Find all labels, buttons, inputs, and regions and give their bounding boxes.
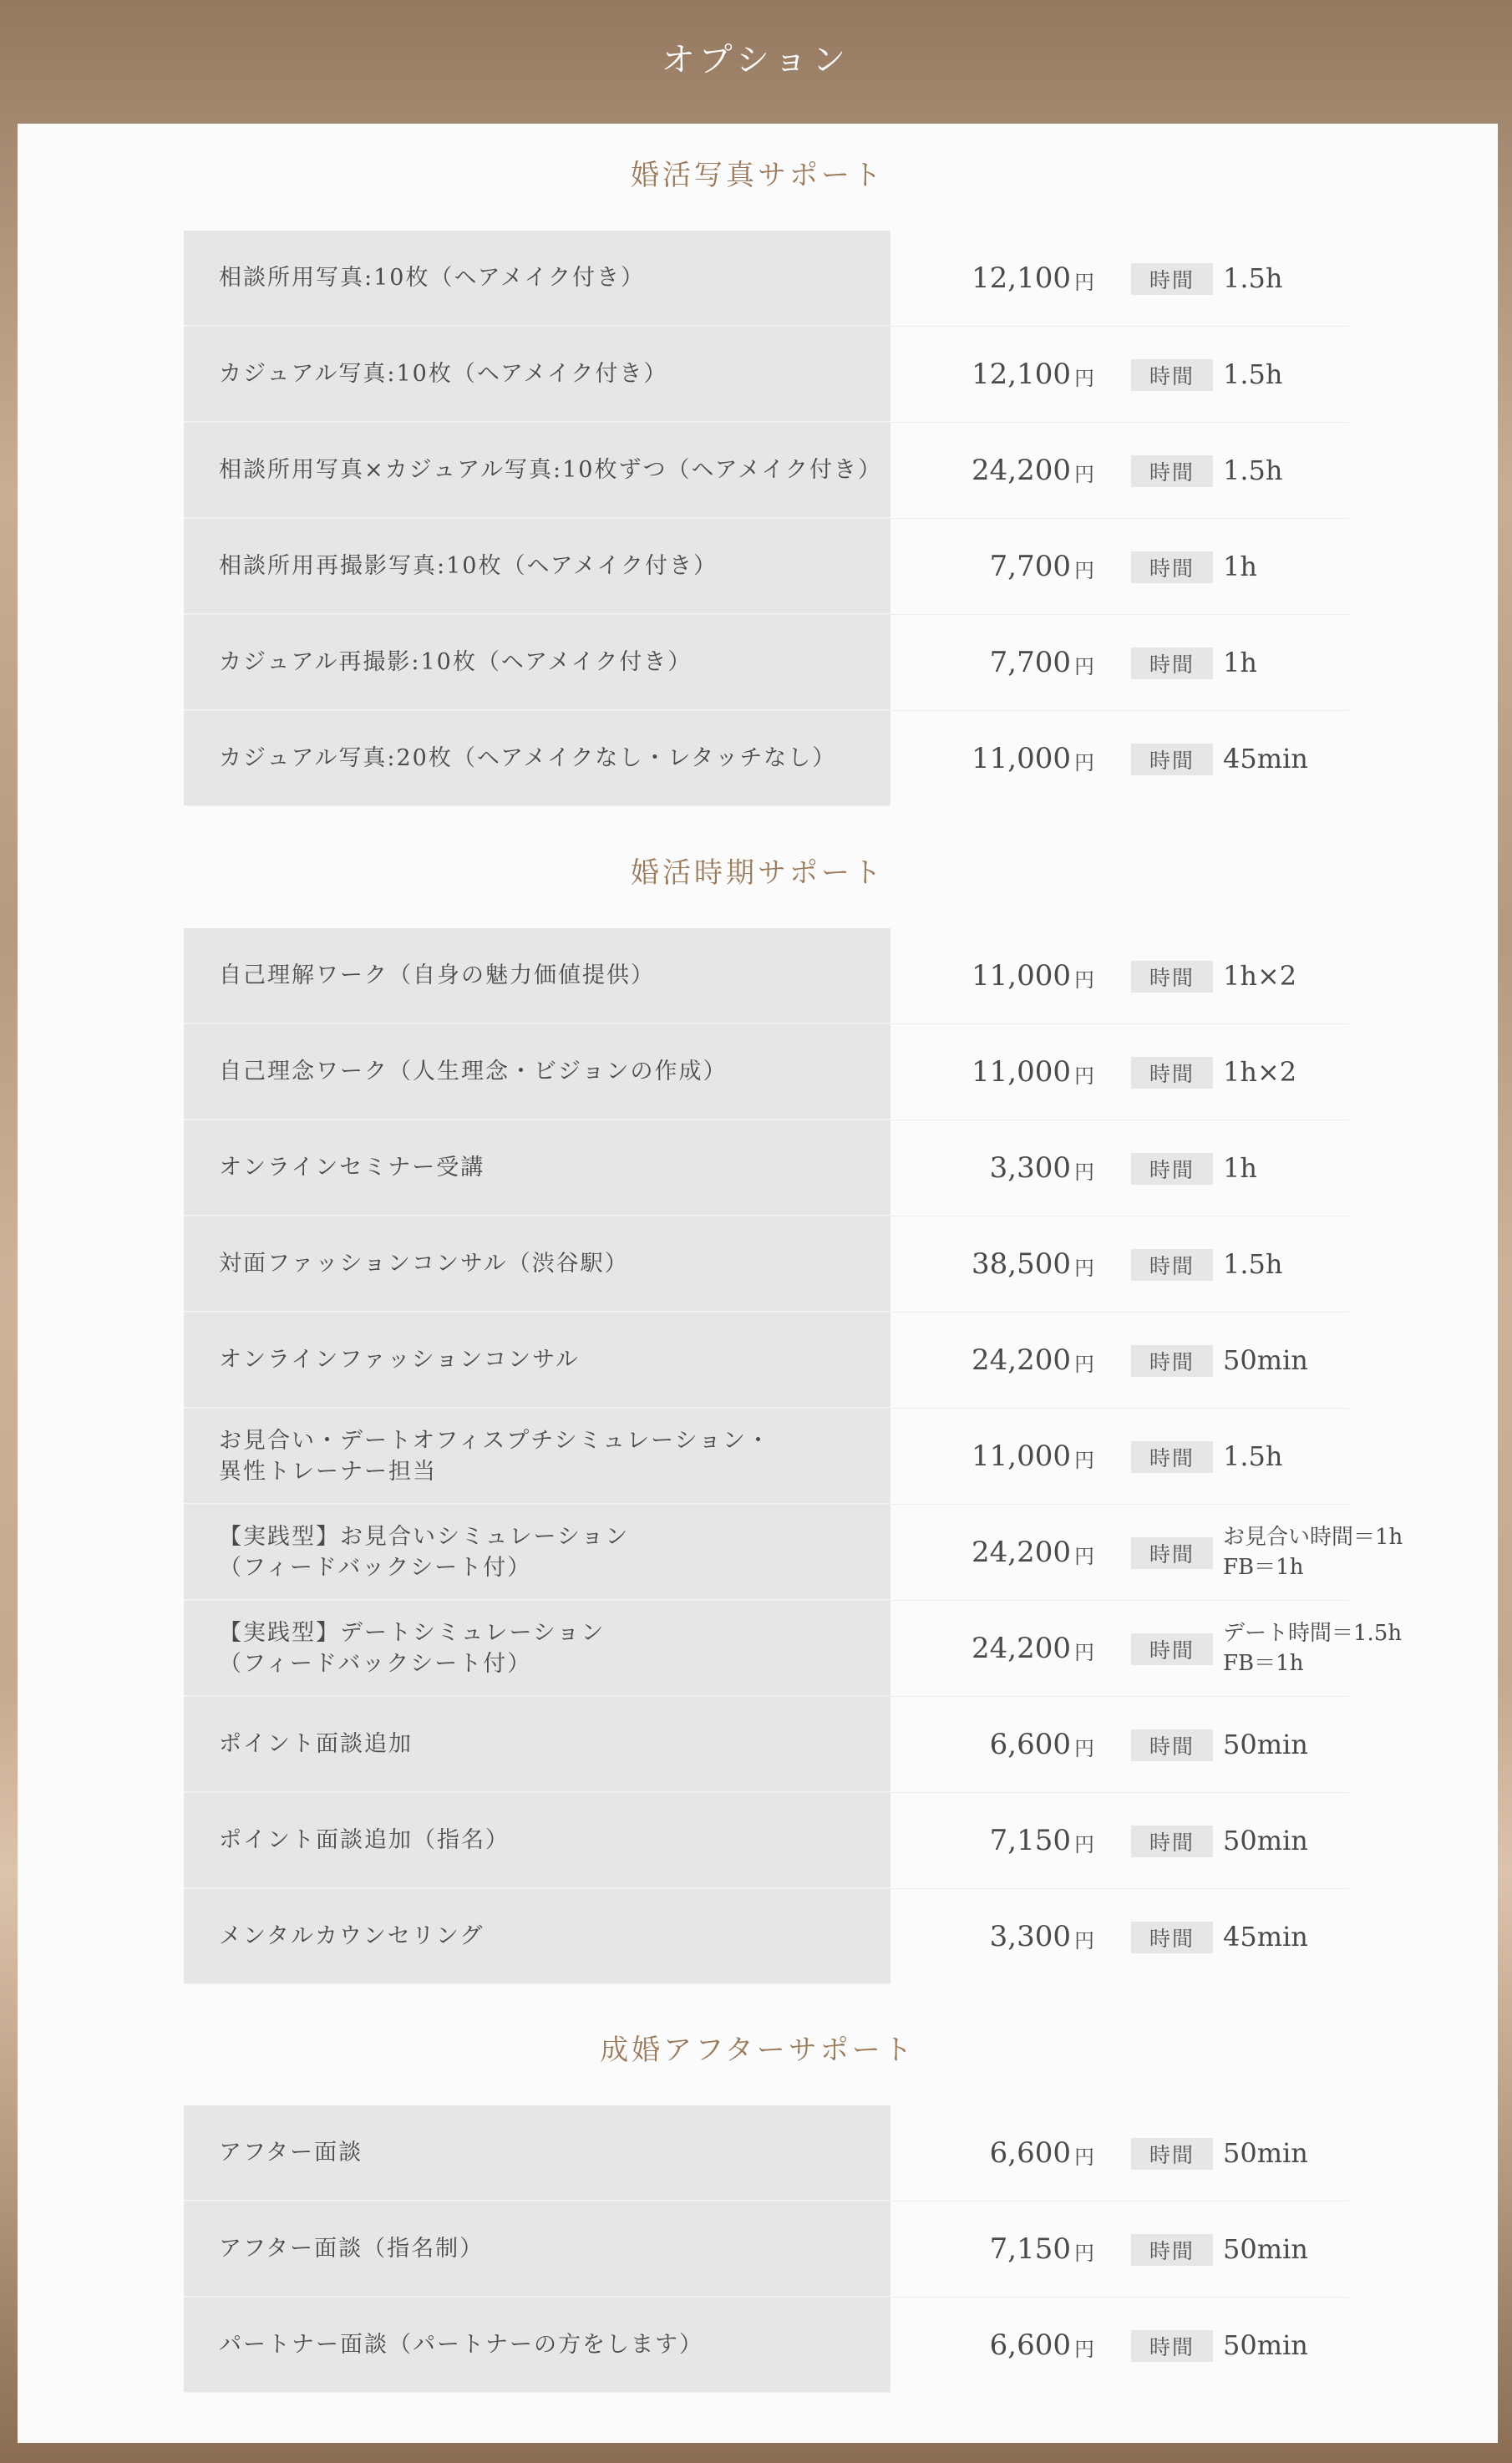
time-tag: 時間 [1131, 455, 1213, 487]
option-name: オンラインセミナー受講 [219, 1155, 485, 1181]
option-row [184, 327, 1348, 423]
price-value: 3,300 [989, 1920, 1071, 1953]
price-unit: 円 [1074, 1832, 1094, 1856]
option-price [890, 327, 1094, 422]
option-row [184, 1601, 1403, 1697]
price-unit: 円 [1074, 1640, 1094, 1664]
time-tag: 時間 [1131, 647, 1213, 679]
option-duration: 45min [1223, 743, 1308, 774]
option-row [184, 1793, 1348, 1889]
option-name: ポイント面談追加（指名） [219, 1827, 510, 1853]
price-value: 6,600 [989, 2328, 1071, 2362]
price-unit: 円 [1074, 1064, 1094, 1088]
option-duration: 50min [1223, 1825, 1308, 1856]
option-name-cell [184, 1793, 890, 1888]
option-price [890, 1505, 1094, 1600]
option-price [890, 1120, 1094, 1216]
page-title: オプション [661, 41, 851, 79]
option-row [184, 711, 1348, 806]
option-name: カジュアル写真:20枚（ヘアメイクなし・レタッチなし） [219, 745, 837, 771]
time-tag: 時間 [1131, 2234, 1213, 2266]
price-value: 7,700 [989, 550, 1071, 583]
option-name: オンラインファッションコンサル [219, 1347, 580, 1373]
option-price [890, 519, 1094, 614]
price-unit: 円 [1074, 1160, 1094, 1184]
option-price [890, 1024, 1094, 1120]
section-title-photo: 婚活写真サポート [631, 159, 885, 192]
option-name: メンタルカウンセリング [219, 1923, 485, 1949]
price-unit: 円 [1074, 1544, 1094, 1568]
option-price [890, 1216, 1094, 1312]
price-value: 11,000 [972, 1440, 1071, 1473]
option-name: 自己理念ワーク（人生理念・ビジョンの作成） [219, 1059, 728, 1084]
options-table-activity [184, 928, 1403, 1984]
option-duration: 50min [1223, 2329, 1308, 2361]
option-name-cell [184, 615, 890, 710]
time-tag: 時間 [1131, 2138, 1213, 2170]
option-price [890, 2105, 1094, 2201]
option-duration: 50min [1223, 1344, 1308, 1376]
option-duration: 1h×2 [1223, 960, 1297, 992]
price-value: 24,200 [972, 1343, 1071, 1377]
option-duration: 50min [1223, 2137, 1308, 2169]
price-value: 6,600 [989, 2136, 1071, 2170]
option-name: 【実践型】お見合いシミュレーション （フィードバックシート付） [219, 1523, 630, 1581]
option-duration: 1h×2 [1223, 1056, 1297, 1088]
option-price [890, 1409, 1094, 1504]
option-row [184, 1313, 1348, 1409]
option-name-cell [184, 1601, 890, 1696]
option-name-cell [184, 928, 890, 1023]
option-price [890, 2201, 1094, 2297]
option-duration: お見合い時間＝1h FB＝1h [1223, 1525, 1403, 1580]
option-price [890, 423, 1094, 518]
option-name-cell [184, 1024, 890, 1120]
option-duration: 1.5h [1223, 358, 1283, 390]
option-row [184, 1216, 1348, 1313]
option-price [890, 1313, 1094, 1408]
option-row [184, 231, 1348, 327]
option-name: ポイント面談追加 [219, 1731, 413, 1757]
option-duration: 1h [1223, 647, 1257, 678]
option-row [184, 2201, 1348, 2298]
price-unit: 円 [1074, 1928, 1094, 1953]
option-name: 【実践型】デートシミュレーション （フィードバックシート付） [219, 1619, 606, 1677]
option-name-cell [184, 327, 890, 422]
price-unit: 円 [1074, 1256, 1094, 1280]
option-name-cell [184, 2105, 890, 2201]
option-row [184, 1697, 1348, 1793]
price-unit: 円 [1074, 558, 1094, 582]
option-name-cell [184, 1409, 890, 1504]
option-name-cell [184, 1697, 890, 1792]
time-tag: 時間 [1131, 263, 1213, 295]
price-unit: 円 [1074, 366, 1094, 390]
price-unit: 円 [1074, 2337, 1094, 2361]
option-row [184, 519, 1348, 615]
time-tag: 時間 [1131, 1441, 1213, 1473]
time-tag: 時間 [1131, 1249, 1213, 1281]
price-value: 3,300 [989, 1151, 1071, 1185]
option-row [184, 1409, 1348, 1505]
option-duration: 1.5h [1223, 1248, 1283, 1280]
section-title-after: 成婚アフターサポート [600, 2034, 916, 2067]
time-tag: 時間 [1131, 961, 1213, 993]
option-name: 自己理解ワーク（自身の魅力価値提供） [219, 962, 655, 988]
price-value: 7,150 [989, 2232, 1071, 2266]
price-unit: 円 [1074, 1448, 1094, 1472]
price-value: 11,000 [972, 742, 1071, 775]
option-price [890, 615, 1094, 710]
option-price [890, 1601, 1094, 1696]
options-panel [18, 124, 1498, 2443]
option-name: 相談所用写真×カジュアル写真:10枚ずつ（ヘアメイク付き） [219, 457, 882, 483]
options-table-photo [184, 231, 1348, 806]
price-unit: 円 [1074, 1352, 1094, 1376]
option-duration: 45min [1223, 1921, 1308, 1953]
price-unit: 円 [1074, 462, 1094, 486]
price-unit: 円 [1074, 2241, 1094, 2265]
option-name-cell [184, 519, 890, 614]
price-value: 6,600 [989, 1728, 1071, 1761]
option-duration: 1h [1223, 1152, 1257, 1184]
option-duration: デート時間＝1.5h FB＝1h [1223, 1621, 1403, 1676]
option-name-cell [184, 1120, 890, 1216]
option-row [184, 1889, 1348, 1984]
option-duration: 50min [1223, 1729, 1308, 1760]
price-unit: 円 [1074, 1736, 1094, 1760]
price-value: 7,150 [989, 1824, 1071, 1857]
option-name-cell [184, 1505, 890, 1600]
option-name-cell [184, 1216, 890, 1312]
time-tag: 時間 [1131, 1537, 1213, 1569]
option-name-cell [184, 711, 890, 806]
option-duration: 1.5h [1223, 262, 1283, 294]
price-value: 12,100 [972, 262, 1071, 295]
price-value: 11,000 [972, 1055, 1071, 1089]
price-unit: 円 [1074, 2145, 1094, 2169]
option-duration: 1.5h [1223, 455, 1283, 486]
options-table-after [184, 2105, 1348, 2393]
option-name: アフター面談（指名制） [219, 2236, 485, 2262]
option-row [184, 1120, 1348, 1216]
time-tag: 時間 [1131, 1922, 1213, 1953]
option-row [184, 423, 1348, 519]
price-value: 11,000 [972, 959, 1071, 993]
option-price [890, 1697, 1094, 1792]
price-unit: 円 [1074, 270, 1094, 294]
time-tag: 時間 [1131, 359, 1213, 391]
option-row [184, 1024, 1348, 1120]
time-tag: 時間 [1131, 1729, 1213, 1761]
price-value: 24,200 [972, 454, 1071, 487]
option-name: お見合い・デートオフィスプチシミュレーション・ 異性トレーナー担当 [219, 1427, 772, 1485]
time-tag: 時間 [1131, 1057, 1213, 1089]
option-name-cell [184, 231, 890, 326]
option-price [890, 2298, 1094, 2393]
price-value: 12,100 [972, 358, 1071, 391]
option-row [184, 1505, 1403, 1601]
option-price [890, 1793, 1094, 1888]
time-tag: 時間 [1131, 1153, 1213, 1185]
option-row [184, 615, 1348, 711]
section-title-activity: 婚活時期サポート [631, 856, 885, 890]
price-unit: 円 [1074, 654, 1094, 678]
time-tag: 時間 [1131, 1633, 1213, 1665]
option-row [184, 2105, 1348, 2201]
option-name-cell [184, 1889, 890, 1984]
option-price [890, 1889, 1094, 1984]
time-tag: 時間 [1131, 744, 1213, 775]
option-name: 対面ファッションコンサル（渋谷駅） [219, 1251, 629, 1277]
time-tag: 時間 [1131, 2330, 1213, 2362]
time-tag: 時間 [1131, 551, 1213, 583]
time-tag: 時間 [1131, 1826, 1213, 1857]
price-value: 24,200 [972, 1632, 1071, 1665]
option-name-cell [184, 423, 890, 518]
option-price [890, 711, 1094, 806]
option-duration: 1.5h [1223, 1440, 1283, 1472]
option-name-cell [184, 1313, 890, 1408]
price-value: 7,700 [989, 646, 1071, 679]
price-value: 38,500 [972, 1247, 1071, 1281]
time-tag: 時間 [1131, 1345, 1213, 1377]
option-row [184, 2298, 1348, 2393]
option-name: 相談所用再撮影写真:10枚（ヘアメイク付き） [219, 553, 718, 579]
option-name: カジュアル写真:10枚（ヘアメイク付き） [219, 361, 668, 387]
option-duration: 50min [1223, 2233, 1308, 2265]
price-unit: 円 [1074, 750, 1094, 774]
option-name: アフター面談 [219, 2140, 363, 2166]
option-name: パートナー面談（パートナーの方をします） [219, 2332, 703, 2358]
option-name: カジュアル再撮影:10枚（ヘアメイク付き） [219, 649, 693, 675]
option-name-cell [184, 2201, 890, 2297]
option-price [890, 928, 1094, 1023]
option-name-cell [184, 2298, 890, 2393]
option-row [184, 928, 1348, 1024]
option-price [890, 231, 1094, 326]
option-duration: 1h [1223, 551, 1257, 582]
price-value: 24,200 [972, 1536, 1071, 1569]
price-unit: 円 [1074, 967, 1094, 992]
option-name: 相談所用写真:10枚（ヘアメイク付き） [219, 265, 645, 291]
